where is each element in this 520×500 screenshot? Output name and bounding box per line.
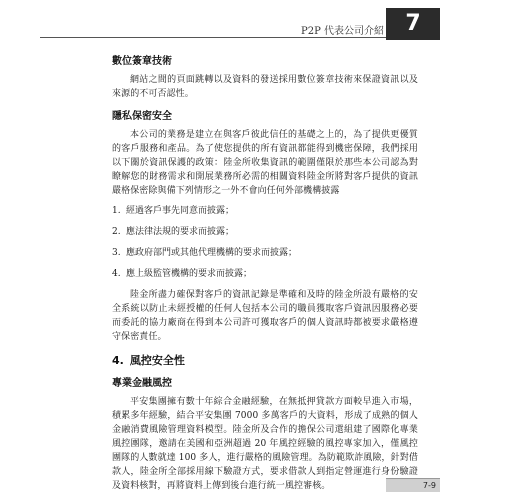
heading-privacy: 隱私保密安全 [112,111,172,122]
page-number-tab: 7-9 [386,478,440,492]
list-item-number: 2. [112,227,121,237]
page-content [112,46,418,499]
heading-risk-control [112,352,418,368]
heading-digital-signature: 數位簽章技術 [112,56,172,67]
list-item [112,246,418,260]
list-item-text: 經過客戶事先同意而披露； [126,206,235,216]
running-header-title: P2P 代表公司介紹 [301,26,384,37]
section-number: 4. [112,354,124,367]
list-item [112,267,418,281]
list-item [112,204,418,218]
list-item-text: 應法律法規的要求而披露； [126,227,235,237]
list-item [112,225,418,239]
paragraph-risk-control: 平安集團擁有數十年綜合金融經驗，在無抵押貸款方面較早進入市場，積累多年經驗，結合平安集團 7000 多萬客戶的大資料，形成了成熟的個人金融消費風險管理資料模型。陸金所及合作的擔保公司還組建了國際化專業風控團隊，邀請在美國和亞洲超過 20 年風控經驗的風控專家加入，僅風控團隊的人數就達 100 多人，進行嚴格的風險管理。為防範欺詐風險，針對借款人，陸金所全部採用線下驗證方式，要求借款人到指定營運進行身份驗證及資料核對，再將資料上傳到後台進行統一風控審核。 [112,397,418,491]
section-title: 風控安全性 [129,354,185,367]
list-item-number: 3. [112,248,121,258]
subheading-professional-risk: 專業金融風控 [112,378,172,389]
list-item-text: 應上級監管機構的要求而披露； [126,269,253,279]
list-item-number: 4. [112,269,121,279]
list-item-text: 應政府部門或其他代理機構的要求而披露； [126,248,298,258]
paragraph-privacy-closing: 陸金所盡力確保對客戶的資訊記錄是準確和及時的陸金所設有嚴格的安全系統以防止未經授權的任何人包括本公司的職員獲取客戶資訊因服務必要而委託的協力廠商在得到本公司許可獲取客戶的個人資訊時都被要求嚴格遵守保密責任。 [112,290,418,342]
paragraph-privacy-intro: 本公司的業務是建立在與客戶彼此信任的基礎之上的，為了提供更優質的客戶服務和產品。為了使您提供的所有資訊都能得到機密保障，我們採用以下關於資訊保護的政策：陸金所收集資訊的範圍僅限於那些本公司認為對瞭解您的財務需求和開展業務所必需的相關資料陸金所將對客戶提供的資訊嚴格保密除與備下列情形之一外不會向任何外部機構披露 [112,130,418,196]
header-rule [40,37,440,38]
paragraph-digital-signature: 網站之間的頁面跳轉以及資料的發送採用數位簽章技術來保證資訊以及來源的不可否認性。 [112,75,418,99]
chapter-number-badge: 7 [386,8,440,40]
list-item-number: 1. [112,206,121,216]
